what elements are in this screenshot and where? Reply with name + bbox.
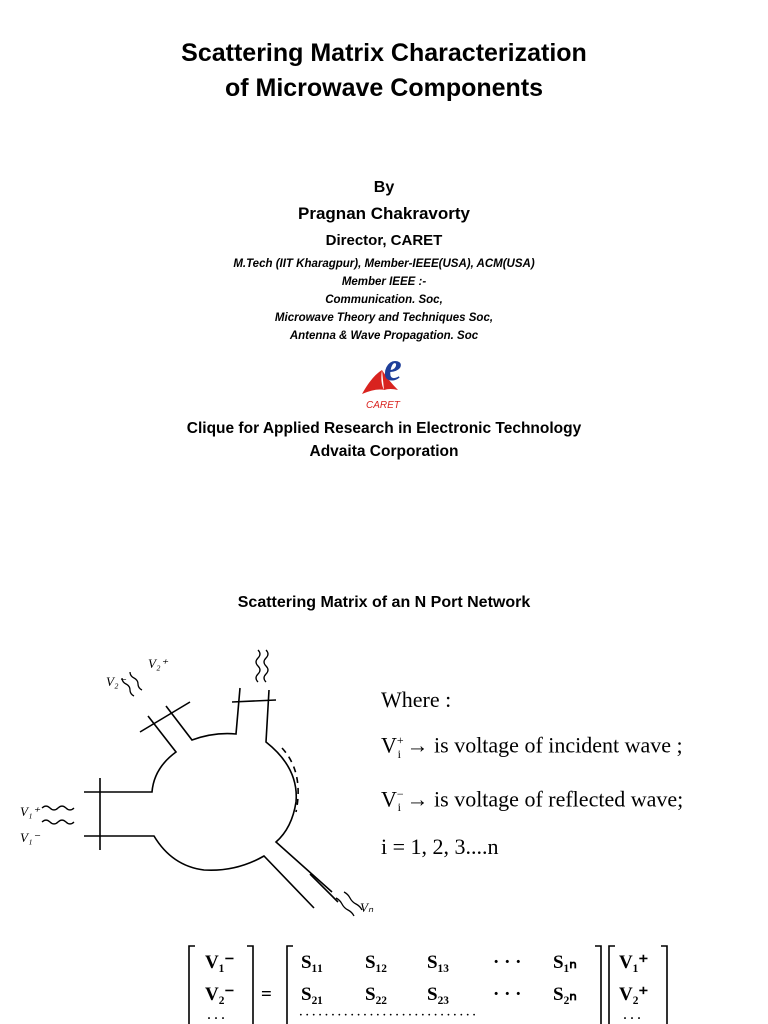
svg-text:· · ·: · · · xyxy=(493,952,522,973)
svg-text:S₁₁: S₁₁ xyxy=(301,952,323,973)
svg-text:V₁⁺: V₁⁺ xyxy=(20,804,40,819)
svg-text:· · · · · · · · · · · · · · ·: · · · · · · · · · · · · · · · · · · · · · · · · · · · · xyxy=(299,1009,476,1021)
svg-text:S₂₁: S₂₁ xyxy=(301,984,323,1005)
org-line-2: Advaita Corporation xyxy=(309,443,459,460)
author-role: Director, CARET xyxy=(325,232,443,249)
author-name: Pragnan Chakravorty xyxy=(298,204,470,223)
credential-line: Antenna & Wave Propagation. Soc xyxy=(289,330,479,342)
credential-line: M.Tech (IIT Kharagpur), Member-IEEE(USA), ACM(USA) xyxy=(233,258,535,270)
svg-text:S₂₃: S₂₃ xyxy=(427,984,449,1005)
svg-text:· · ·: · · · xyxy=(207,1011,226,1024)
svg-text:V₂⁺: V₂⁺ xyxy=(148,656,168,671)
svg-text:V₁⁺: V₁⁺ xyxy=(619,952,649,973)
credential-line: Member IEEE :- xyxy=(341,276,427,288)
svg-text:V₁⁻: V₁⁻ xyxy=(205,952,235,973)
incident-definition: $V^+_i$ → is voltage of incident wave ; xyxy=(381,732,683,761)
caret-logo xyxy=(354,350,418,412)
by-label: By xyxy=(373,179,395,196)
slide-title xyxy=(0,36,768,106)
svg-text:S₂₂: S₂₂ xyxy=(365,984,387,1005)
title-line-1: Scattering Matrix Characterization xyxy=(181,39,587,67)
org-line-1: Clique for Applied Research in Electronic Technology xyxy=(186,420,582,437)
scattering-matrix-equation xyxy=(185,938,675,1024)
svg-text:Vₙ: Vₙ xyxy=(360,900,374,915)
svg-text:S₁ₙ: S₁ₙ xyxy=(553,952,577,973)
index-range: i = 1, 2, 3....n xyxy=(381,834,499,860)
svg-text:V₁⁻: V₁⁻ xyxy=(20,830,40,845)
organization xyxy=(0,417,768,463)
reflected-definition: $V^-_i$ → is voltage of reflected wave; xyxy=(381,786,684,815)
where-label: Where : xyxy=(381,687,452,712)
svg-text:CARET: CARET xyxy=(366,400,400,411)
svg-text:e: e xyxy=(384,350,402,389)
svg-text:=: = xyxy=(261,984,272,1005)
n-port-network-diagram xyxy=(14,630,384,920)
definitions xyxy=(381,680,683,867)
svg-text:· · ·: · · · xyxy=(493,984,522,1005)
svg-text:V₂⁺: V₂⁺ xyxy=(619,984,649,1005)
svg-text:V₂⁻: V₂⁻ xyxy=(106,674,126,689)
svg-text:S₂ₙ: S₂ₙ xyxy=(553,984,577,1005)
title-line-2: of Microwave Components xyxy=(224,74,544,102)
section-title: Scattering Matrix of an N Port Network xyxy=(237,594,531,611)
svg-text:S₁₃: S₁₃ xyxy=(427,952,449,973)
credentials xyxy=(0,255,768,345)
svg-text:· · ·: · · · xyxy=(623,1011,642,1024)
svg-text:V₂⁻: V₂⁻ xyxy=(205,984,235,1005)
credential-line: Microwave Theory and Techniques Soc, xyxy=(274,312,494,324)
svg-text:S₁₂: S₁₂ xyxy=(365,952,387,973)
credential-line: Communication. Soc, xyxy=(325,294,443,306)
